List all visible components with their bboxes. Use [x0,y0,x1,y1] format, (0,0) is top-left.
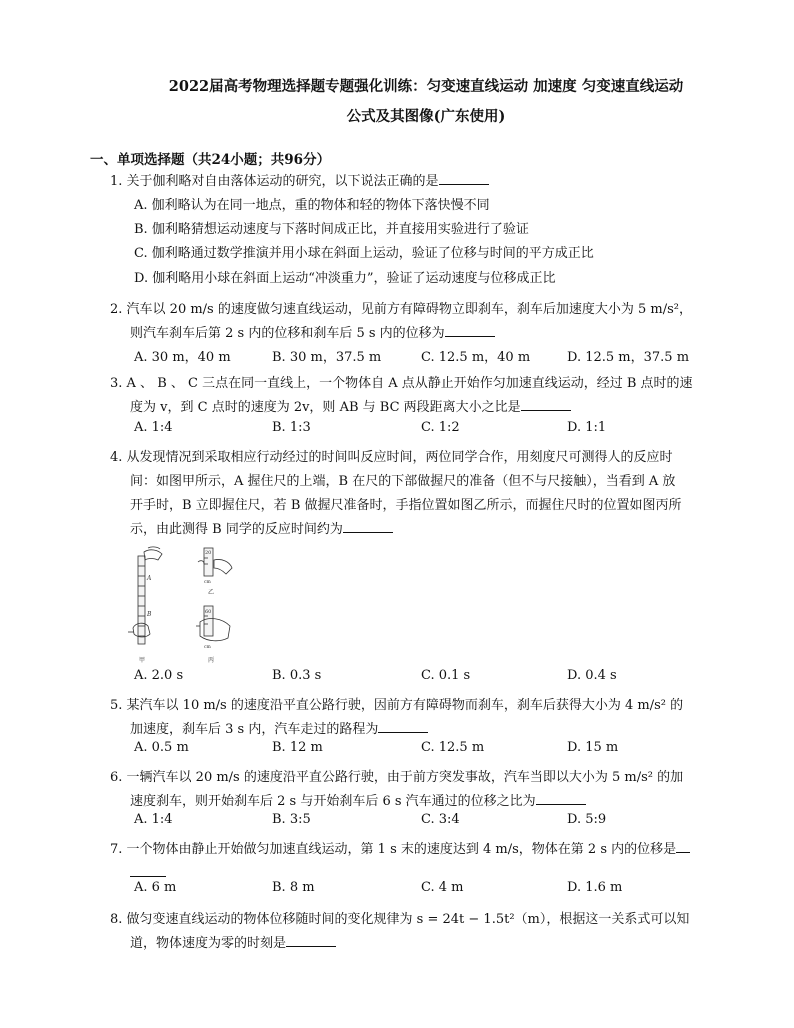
title-line-1: 2022届高考物理选择题专题强化训练：匀变速直线运动 加速度 匀变速直线运动 [168,78,684,95]
q2-option-b: B. 30 m，37.5 m [272,350,382,365]
answer-blank-cont [130,862,166,877]
figure-bing [196,606,230,641]
question-7: 7. 一个物体由静止开始做匀加速直线运动，第 1 s 末的速度达到 4 m/s，物体在第 2 s 内的位移是 [110,838,710,886]
answer-blank [676,838,690,853]
tick-60: 60 [205,609,212,615]
q7-option-c: C. 4 m [421,880,464,895]
q7-option-b: B. 8 m [272,880,315,895]
question-2: 2. 汽车以 20 m/s 的速度做匀速直线运动，见前方有障碍物立即刹车，刹车后加速度大小为 5 m/s²， 则汽车刹车后第 2 s 内的位移和刹车后 5 s 内的位移为 [110,302,692,341]
answer-blank [445,322,495,337]
q3-options [134,420,714,444]
unit-cm-2: cm [204,645,211,650]
figure-yi [198,548,232,576]
ruler-figure [128,546,248,666]
q4-option-b: B. 0.3 s [272,668,322,683]
label-yi: 乙 [208,589,215,596]
q1-option-c: C. 伽利略通过数学推演并用小球在斜面上运动，验证了位移与时间的平方成正比 [134,246,594,261]
q3-option-c: C. 1:2 [421,420,460,435]
q2-options [134,346,714,370]
q5-option-d: D. 15 m [567,740,619,755]
title-line-2: 公式及其图像(广东使用) [346,108,506,125]
label-jia: 甲 [139,657,146,664]
q5-options [134,740,714,764]
q1-option-b: B. 伽利略猜想运动速度与下落时间成正比，并直接用实验进行了验证 [134,222,529,237]
q4-option-d: D. 0.4 s [567,668,617,683]
label-b: B [147,611,152,618]
question-1: 1. 关于伽利略对自由落体运动的研究，以下说法正确的是 [110,170,710,194]
q7-options [134,880,714,904]
answer-blank [378,718,428,733]
q3-option-d: D. 1:1 [567,420,607,435]
q3-option-a: A. 1:4 [134,420,173,435]
q5-option-a: A. 0.5 m [134,740,189,755]
q5-option-c: C. 12.5 m [421,740,485,755]
label-bing: 丙 [208,657,215,664]
question-8: 8. 做匀变速直线运动的物体位移随时间的变化规律为 s = 24t − 1.5t²（m），根据这一关系式可以知 道，物体速度为零的时刻是 [110,912,690,951]
q4-option-c: C. 0.1 s [421,668,471,683]
q5-option-b: B. 12 m [272,740,323,755]
q6-option-b: B. 3:5 [272,812,311,827]
section-heading: 一、单项选择题（共24小题；共96分） [90,152,331,168]
q4-options [134,668,714,692]
q2-option-a: A. 30 m，40 m [134,350,231,365]
answer-blank [521,396,571,411]
q7-option-d: D. 1.6 m [567,880,623,895]
q6-option-d: D. 5:9 [567,812,607,827]
q6-options [134,812,714,836]
answer-blank [439,170,489,185]
answer-blank [286,932,336,947]
unit-cm-1: cm [204,580,211,585]
q3-option-b: B. 1:3 [272,420,311,435]
document-title [148,72,704,132]
q7-option-a: A. 6 m [134,880,177,895]
q2-option-d: D. 12.5 m，37.5 m [567,350,690,365]
label-a: A [147,575,152,582]
figure-jia [128,547,162,644]
q6-option-c: C. 3:4 [421,812,460,827]
answer-blank [536,790,586,805]
tick-20: 20 [205,550,212,556]
answer-blank [343,518,393,533]
q4-option-a: A. 2.0 s [134,668,184,683]
q1-option-a: A. 伽利略认为在同一地点，重的物体和轻的物体下落快慢不同 [134,198,490,213]
question-5: 5. 某汽车以 10 m/s 的速度沿平直公路行驶，因前方有障碍物而刹车，刹车后获得大小为 4 m/s² 的 加速度，刹车后 3 s 内，汽车走过的路程为 [110,698,684,737]
question-6: 6. 一辆汽车以 20 m/s 的速度沿平直公路行驶，由于前方突发事故，汽车当即以大小为 5 m/s² 的加 速度刹车，则开始刹车后 2 s 与开始刹车后 6 s 汽车通过的位移之比为 [110,770,684,809]
q1-option-d: D. 伽利略用小球在斜面上运动“冲淡重力”，验证了运动速度与位移成正比 [134,271,556,286]
q2-option-c: C. 12.5 m，40 m [421,350,531,365]
question-3: 3. A 、 B 、 C 三点在同一直线上，一个物体自 A 点从静止开始作匀加速直线运动，经过 B 点时的速 度为 v，到 C 点时的速度为 2v，则 AB 与 BC 两段距离大小之比是 [110,376,693,415]
question-4: 4. 从发现情况到采取相应行动经过的时间叫反应时间，两位同学合作，用刻度尺可测得人的反应时 间：如图甲所示，A 握住尺的上端，B 在尺的下部做握尺的准备（但不与尺接触），当看到 A 放 开手时，B 立即握住尺，若 B 做握尺准备时，手指位置如图乙所示，而握住尺时的位置如图丙所 示，由此测得 B 同学的反应时间约为 [110,450,682,537]
q6-option-a: A. 1:4 [134,812,173,827]
